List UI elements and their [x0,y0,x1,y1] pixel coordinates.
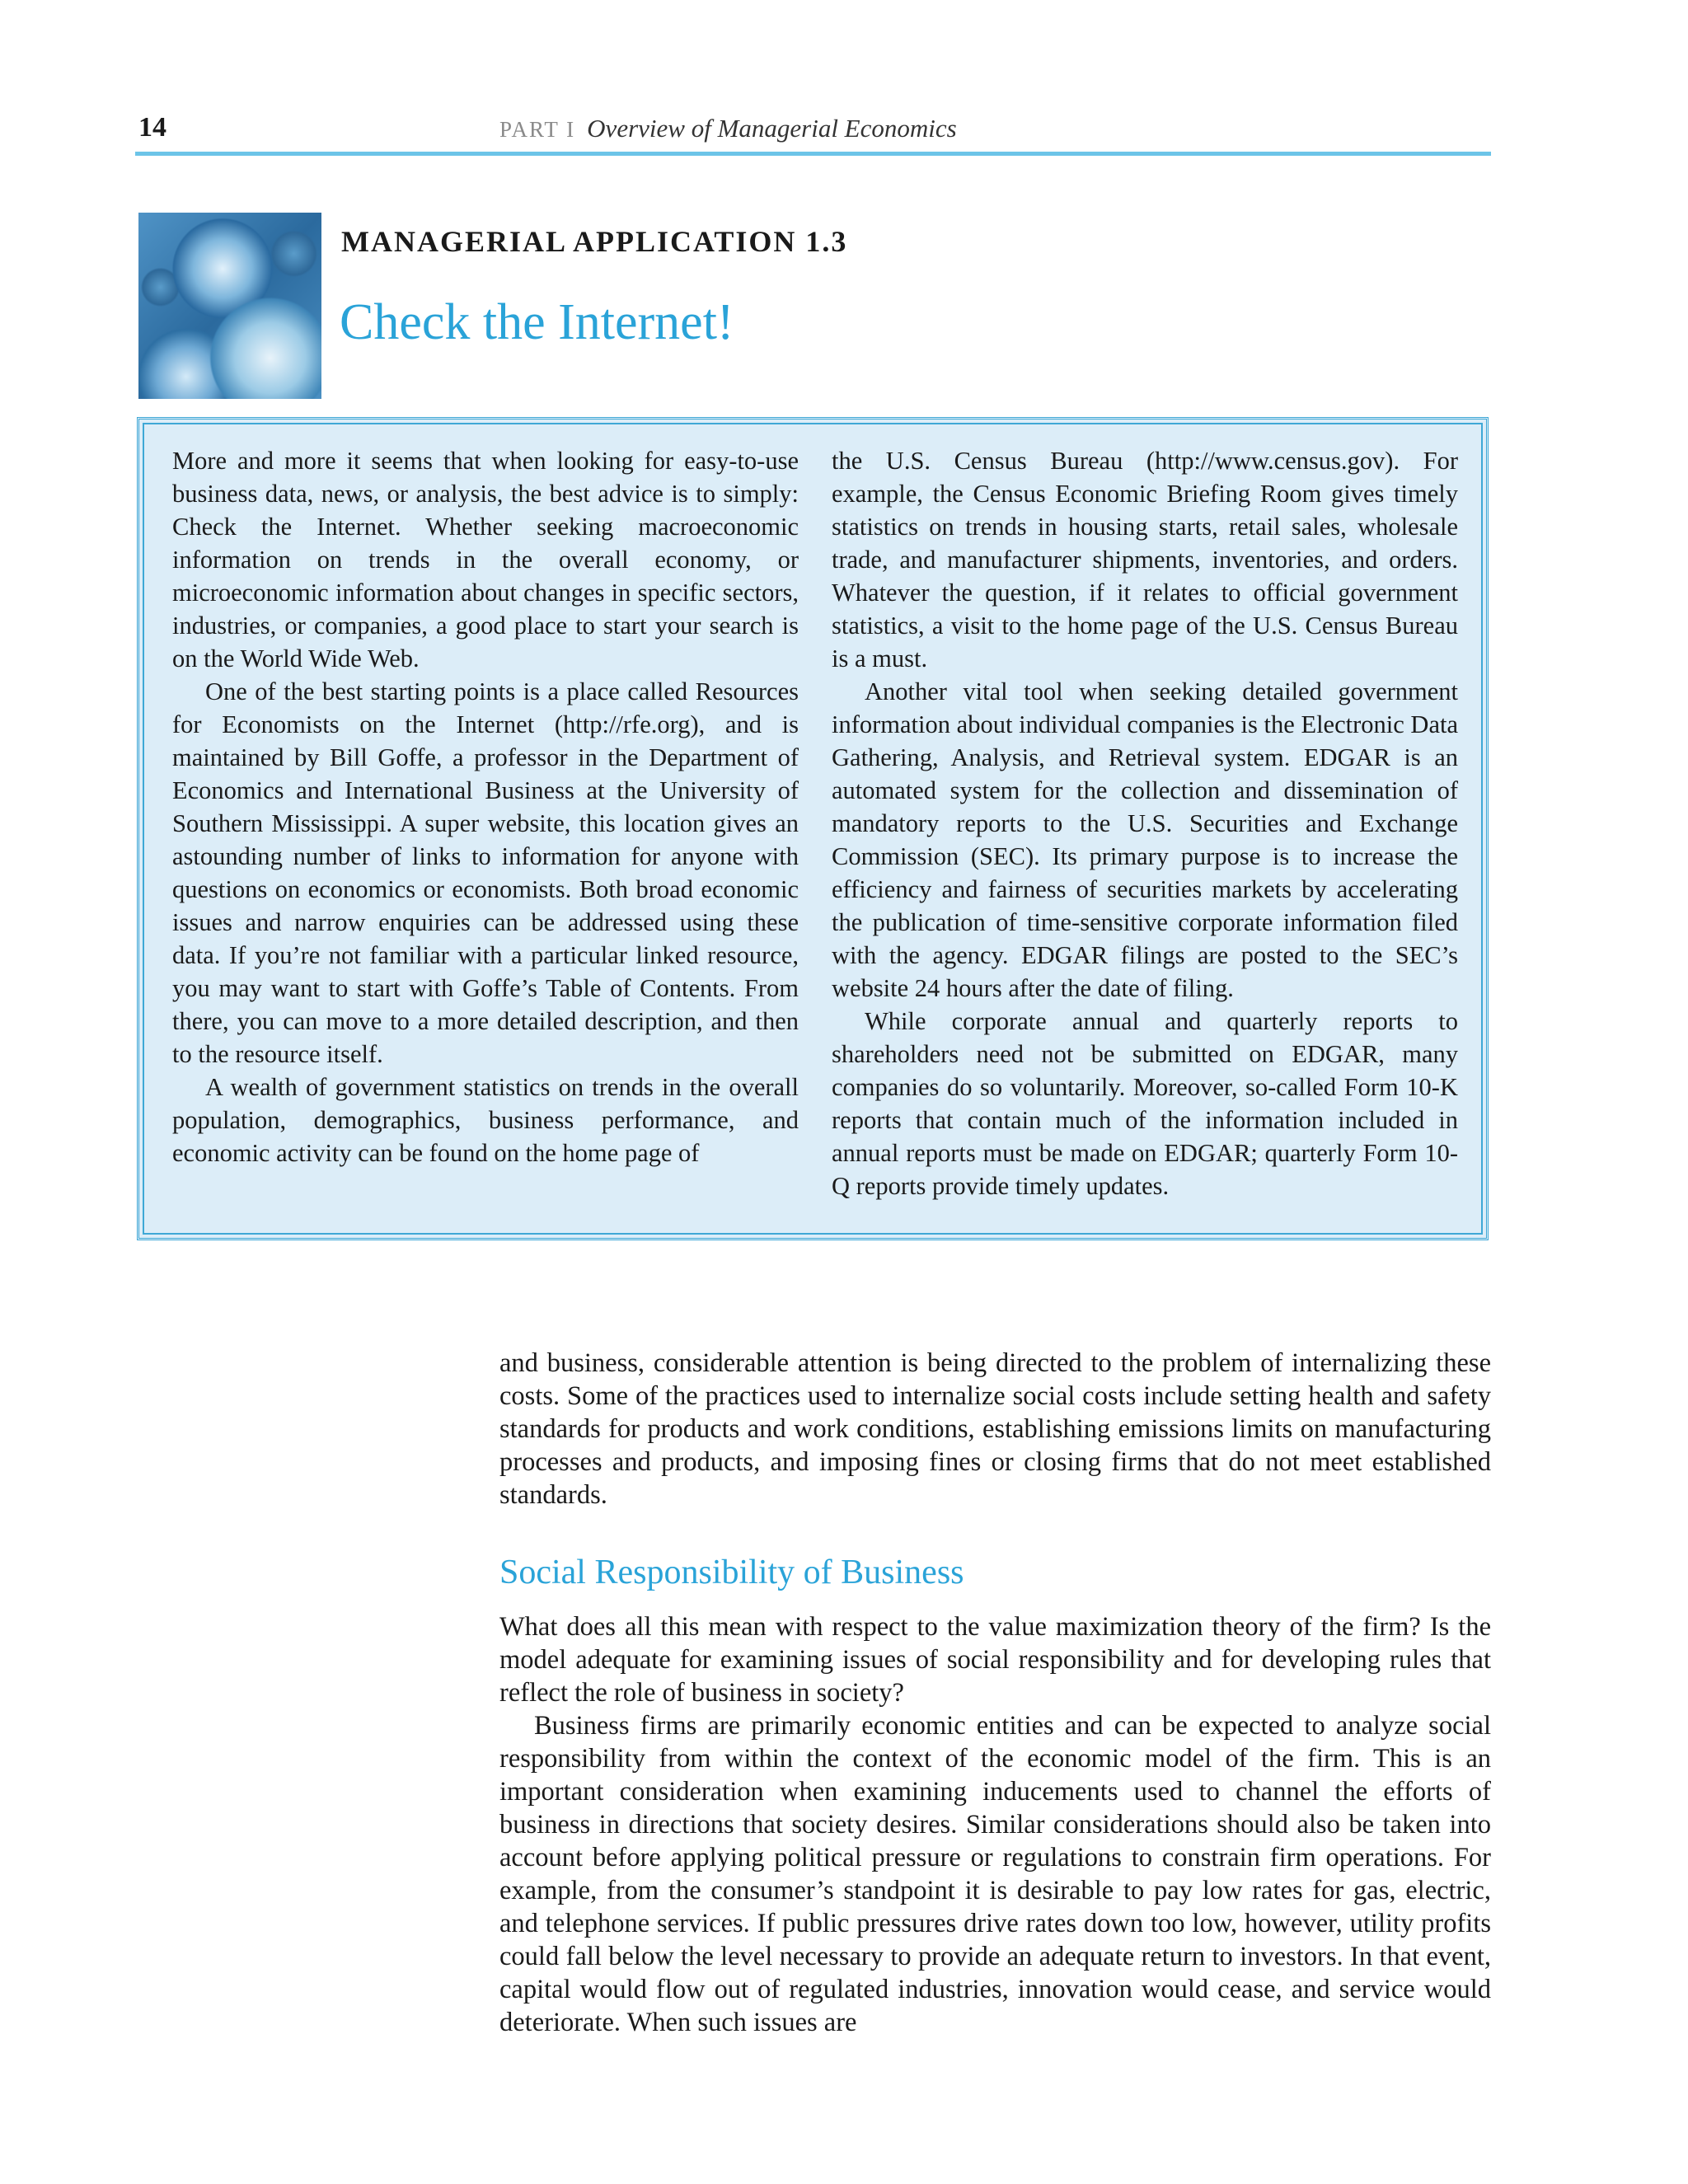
application-art-image [138,213,321,399]
application-left-column [172,444,799,1202]
application-right-column [832,444,1458,1202]
page-number: 14 [138,112,166,143]
section-body [499,1610,1491,2039]
body-paragraph: and business, considerable attention is being directed to the problem of internalizing these costs. Some of the practices used to internalize social costs include setting health and safety standards for products and work conditions, establishing emissions limits on manufacturing processes and products, and imposing fines or closing firms that do not meet established standards. [499,1348,1491,1510]
application-paragraph: A wealth of government statistics on trends in the overall population, demographics, business performance, and economic activity can be found on the home page of [172,1073,799,1167]
running-head-part: PART I [499,117,576,142]
application-paragraph: While corporate annual and quarterly reports to shareholders need not be submitted on EDGAR, many companies do so voluntarily. Moreover, so-called Form 10-K reports that contain much of the information included in annual reports must be made on EDGAR; quarterly Form 10-Q reports provide timely updates. [832,1007,1458,1200]
body-paragraph: What does all this mean with respect to the value maximization theory of the firm? Is the model adequate for examining issues of social responsibility and for developing rules that reflect the role of business in society? [499,1612,1491,1708]
application-paragraph: Another vital tool when seeking detailed government information about individual companies is the Electronic Data Gathering, Analysis, and Retrieval system. EDGAR is an automated system for the collection and dissemination of mandatory reports to the U.S. Securities and Exchange Commission (SEC). Its primary purpose is to increase the efficiency and fairness of securities markets by accelerating the publication of time-sensitive corporate information filed with the agency. EDGAR filings are posted to the SEC’s website 24 hours after the date of filing. [832,677,1458,1002]
running-head [499,114,957,143]
header-rule [135,152,1491,156]
application-paragraph: the U.S. Census Bureau (http://www.census.gov). For example, the Census Economic Briefing Room gives timely statistics on trends in housing starts, retail sales, wholesale trade, and manufacturer shipments, inventories, and orders. Whatever the question, if it relates to official government statistics, a visit to the home page of the U.S. Census Bureau is a must. [832,447,1458,673]
application-paragraph: More and more it seems that when looking for easy-to-use business data, news, or analysis, the best advice is to simply: Check the Internet. Whether seeking macroeconomic information on trends in the overall economy, or microeconomic information about changes in specific sectors, industries, or companies, a good place to start your search is on the World Wide Web. [172,447,799,673]
body-continuation [499,1347,1491,1511]
section-heading: Social Responsibility of Business [499,1554,964,1591]
application-title: Check the Internet! [340,294,734,350]
application-kicker: MANAGERIAL APPLICATION 1.3 [341,225,848,258]
application-columns [172,444,1458,1202]
body-paragraph: Business firms are primarily economic entities and can be expected to analyze social responsibility from within the context of the economic model of the firm. This is an important consideration when examining inducements used to channel the efforts of business in directions that society desires. Similar considerations should also be taken into account before applying political pressure or regulations to constrain firm operations. For example, from the consumer’s standpoint it is desirable to pay low rates for gas, electric, and telephone services. If public pressures drive rates down too low, however, utility profits could fall below the level necessary to provide an adequate return to investors. In that event, capital would flow out of regulated industries, innovation would cease, and service would deteriorate. When such issues are [499,1711,1491,2037]
application-paragraph: One of the best starting points is a place called Resources for Economists on the Internet (http://rfe.org), and is maintained by Bill Goffe, a professor in the Department of Economics and International Business at the University of Southern Mississippi. A super website, this location gives an astounding number of links to information for anyone with questions on economics or economists. Both broad economic issues and narrow enquiries can be addressed using these data. If you’re not familiar with a particular linked resource, you may want to start with Goffe’s Table of Contents. From there, you can move to a more detailed description, and then to the resource itself. [172,677,799,1068]
running-head-title: Overview of Managerial Economics [587,114,957,143]
application-box [137,417,1489,1240]
